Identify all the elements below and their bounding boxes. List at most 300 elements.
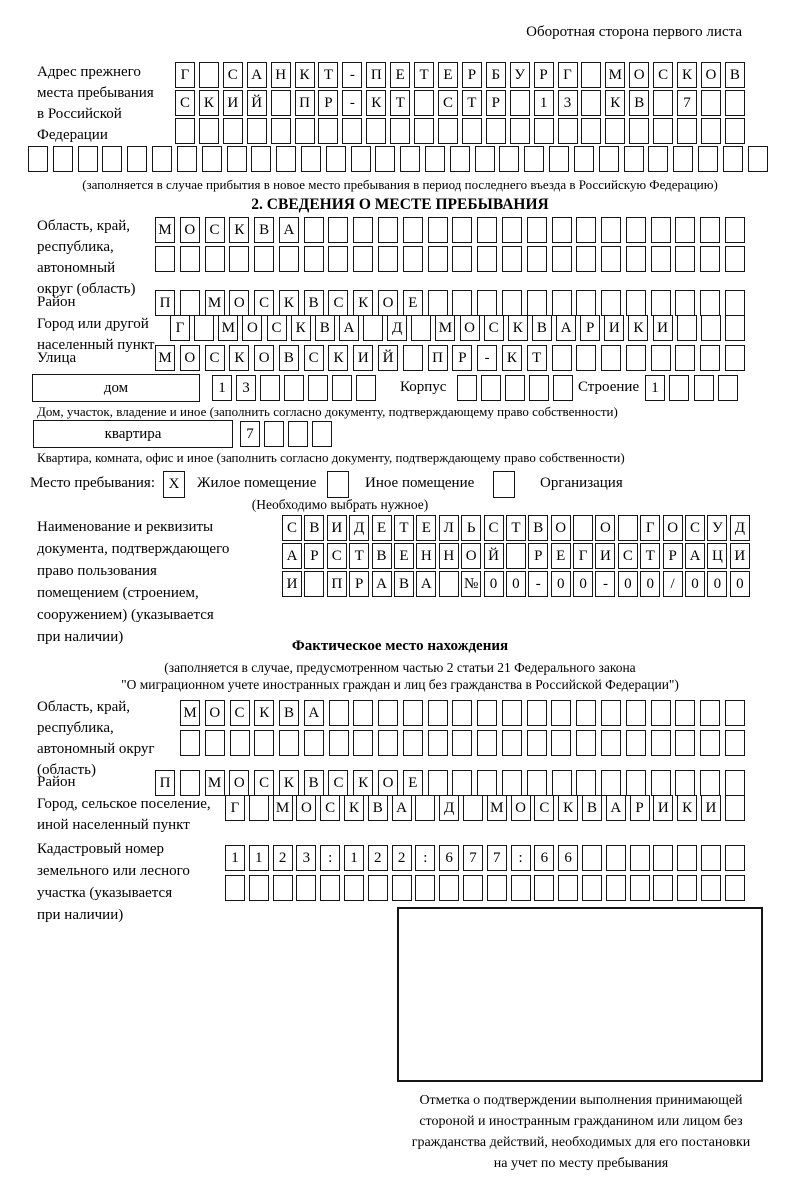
- char-box[interactable]: [301, 146, 321, 172]
- char-box[interactable]: [254, 246, 274, 272]
- char-box[interactable]: К: [366, 90, 386, 116]
- char-box[interactable]: Р: [349, 571, 369, 597]
- char-box[interactable]: [701, 90, 721, 116]
- char-box[interactable]: Т: [462, 90, 482, 116]
- checkbox-residential[interactable]: X: [163, 471, 185, 498]
- checkbox-organization[interactable]: [493, 471, 515, 498]
- char-box[interactable]: [428, 770, 448, 796]
- char-box[interactable]: Р: [452, 345, 472, 371]
- char-box[interactable]: [328, 217, 348, 243]
- char-box[interactable]: [230, 730, 250, 756]
- char-box[interactable]: [553, 375, 573, 401]
- char-box[interactable]: [581, 90, 601, 116]
- char-box[interactable]: Т: [394, 515, 414, 541]
- char-box[interactable]: В: [394, 571, 414, 597]
- char-box[interactable]: [477, 217, 497, 243]
- char-box[interactable]: О: [701, 62, 721, 88]
- char-box[interactable]: К: [558, 795, 578, 821]
- char-box[interactable]: [626, 246, 646, 272]
- char-box[interactable]: Г: [640, 515, 660, 541]
- char-box[interactable]: [428, 730, 448, 756]
- char-box[interactable]: М: [435, 315, 455, 341]
- char-box[interactable]: О: [296, 795, 316, 821]
- char-box[interactable]: [475, 146, 495, 172]
- char-box[interactable]: [630, 875, 650, 901]
- char-box[interactable]: [411, 315, 431, 341]
- char-box[interactable]: А: [372, 571, 392, 597]
- char-box[interactable]: [651, 290, 671, 316]
- char-box[interactable]: А: [685, 543, 705, 569]
- char-box[interactable]: И: [604, 315, 624, 341]
- char-box[interactable]: [452, 700, 472, 726]
- char-box[interactable]: П: [295, 90, 315, 116]
- char-box[interactable]: [452, 246, 472, 272]
- char-box[interactable]: А: [416, 571, 436, 597]
- char-box[interactable]: [271, 90, 291, 116]
- char-box[interactable]: О: [595, 515, 615, 541]
- char-box[interactable]: С: [205, 345, 225, 371]
- char-box[interactable]: [254, 730, 274, 756]
- char-box[interactable]: [601, 700, 621, 726]
- char-box[interactable]: [551, 730, 571, 756]
- char-box[interactable]: С: [438, 90, 458, 116]
- char-box[interactable]: К: [628, 315, 648, 341]
- char-box[interactable]: В: [532, 315, 552, 341]
- char-box[interactable]: 7: [677, 90, 697, 116]
- char-box[interactable]: [205, 246, 225, 272]
- char-box[interactable]: [700, 770, 720, 796]
- char-box[interactable]: И: [653, 795, 673, 821]
- char-box[interactable]: [502, 217, 522, 243]
- char-box[interactable]: С: [484, 515, 504, 541]
- char-box[interactable]: [318, 118, 338, 144]
- char-box[interactable]: [180, 770, 200, 796]
- char-box[interactable]: Т: [349, 543, 369, 569]
- char-box[interactable]: Т: [318, 62, 338, 88]
- char-box[interactable]: С: [484, 315, 504, 341]
- char-box[interactable]: [276, 146, 296, 172]
- char-box[interactable]: И: [223, 90, 243, 116]
- char-box[interactable]: [576, 345, 596, 371]
- char-box[interactable]: [452, 770, 472, 796]
- char-box[interactable]: 1: [212, 375, 232, 401]
- char-box[interactable]: [675, 246, 695, 272]
- char-box[interactable]: [653, 875, 673, 901]
- char-box[interactable]: [626, 770, 646, 796]
- char-box[interactable]: [477, 770, 497, 796]
- char-box[interactable]: [601, 770, 621, 796]
- char-box[interactable]: Ц: [707, 543, 727, 569]
- char-box[interactable]: [439, 875, 459, 901]
- char-box[interactable]: [651, 345, 671, 371]
- char-box[interactable]: И: [595, 543, 615, 569]
- char-box[interactable]: [53, 146, 73, 172]
- char-box[interactable]: И: [701, 795, 721, 821]
- char-box[interactable]: [527, 290, 547, 316]
- char-box[interactable]: Е: [403, 290, 423, 316]
- char-box[interactable]: Т: [506, 515, 526, 541]
- char-box[interactable]: Т: [527, 345, 547, 371]
- char-box[interactable]: О: [461, 543, 481, 569]
- char-box[interactable]: [102, 146, 122, 172]
- char-box[interactable]: 7: [240, 421, 260, 447]
- char-box[interactable]: [701, 118, 721, 144]
- char-box[interactable]: О: [254, 345, 274, 371]
- char-box[interactable]: [328, 246, 348, 272]
- char-box[interactable]: [312, 421, 332, 447]
- char-box[interactable]: [506, 543, 526, 569]
- char-box[interactable]: [288, 421, 308, 447]
- char-box[interactable]: [403, 345, 423, 371]
- char-box[interactable]: [700, 290, 720, 316]
- char-box[interactable]: 7: [463, 845, 483, 871]
- char-box[interactable]: [551, 700, 571, 726]
- char-box[interactable]: [527, 217, 547, 243]
- char-box[interactable]: А: [304, 700, 324, 726]
- char-box[interactable]: [180, 730, 200, 756]
- char-box[interactable]: [573, 515, 593, 541]
- char-box[interactable]: Г: [558, 62, 578, 88]
- char-box[interactable]: [428, 700, 448, 726]
- char-box[interactable]: С: [254, 770, 274, 796]
- char-box[interactable]: Й: [247, 90, 267, 116]
- char-box[interactable]: О: [180, 217, 200, 243]
- char-box[interactable]: [152, 146, 172, 172]
- char-box[interactable]: К: [677, 62, 697, 88]
- char-box[interactable]: Н: [416, 543, 436, 569]
- char-box[interactable]: М: [205, 290, 225, 316]
- char-box[interactable]: [675, 730, 695, 756]
- char-box[interactable]: [199, 118, 219, 144]
- char-box[interactable]: М: [205, 770, 225, 796]
- char-box[interactable]: [502, 246, 522, 272]
- char-box[interactable]: [552, 770, 572, 796]
- char-box[interactable]: 6: [534, 845, 554, 871]
- char-box[interactable]: В: [304, 515, 324, 541]
- char-box[interactable]: [344, 875, 364, 901]
- char-box[interactable]: К: [344, 795, 364, 821]
- char-box[interactable]: [353, 217, 373, 243]
- char-box[interactable]: И: [353, 345, 373, 371]
- char-box[interactable]: Й: [484, 543, 504, 569]
- char-box[interactable]: [576, 217, 596, 243]
- char-box[interactable]: К: [199, 90, 219, 116]
- char-box[interactable]: Е: [438, 62, 458, 88]
- char-box[interactable]: [223, 118, 243, 144]
- char-box[interactable]: [249, 795, 269, 821]
- char-box[interactable]: [499, 146, 519, 172]
- char-box[interactable]: О: [378, 290, 398, 316]
- char-box[interactable]: [725, 795, 745, 821]
- char-box[interactable]: 0: [685, 571, 705, 597]
- char-box[interactable]: 1: [344, 845, 364, 871]
- char-box[interactable]: С: [230, 700, 250, 726]
- char-box[interactable]: [677, 315, 697, 341]
- char-box[interactable]: [725, 90, 745, 116]
- char-box[interactable]: О: [229, 290, 249, 316]
- char-box[interactable]: П: [428, 345, 448, 371]
- char-box[interactable]: С: [223, 62, 243, 88]
- char-box[interactable]: [175, 118, 195, 144]
- char-box[interactable]: [576, 290, 596, 316]
- char-box[interactable]: -: [342, 62, 362, 88]
- char-box[interactable]: [618, 515, 638, 541]
- char-box[interactable]: [428, 217, 448, 243]
- char-box[interactable]: [675, 770, 695, 796]
- char-box[interactable]: [725, 315, 745, 341]
- char-box[interactable]: [677, 845, 697, 871]
- char-box[interactable]: П: [155, 290, 175, 316]
- char-box[interactable]: [356, 375, 376, 401]
- char-box[interactable]: Д: [439, 795, 459, 821]
- char-box[interactable]: [630, 845, 650, 871]
- char-box[interactable]: [425, 146, 445, 172]
- char-box[interactable]: [415, 795, 435, 821]
- char-box[interactable]: [651, 730, 671, 756]
- char-box[interactable]: [675, 345, 695, 371]
- char-box[interactable]: О: [511, 795, 531, 821]
- char-box[interactable]: О: [180, 345, 200, 371]
- char-box[interactable]: [463, 795, 483, 821]
- char-box[interactable]: Р: [534, 62, 554, 88]
- char-box[interactable]: [351, 146, 371, 172]
- char-box[interactable]: [558, 875, 578, 901]
- char-box[interactable]: :: [511, 845, 531, 871]
- char-box[interactable]: Б: [486, 62, 506, 88]
- char-box[interactable]: [510, 90, 530, 116]
- char-box[interactable]: -: [477, 345, 497, 371]
- char-box[interactable]: У: [707, 515, 727, 541]
- char-box[interactable]: [202, 146, 222, 172]
- char-box[interactable]: С: [618, 543, 638, 569]
- char-box[interactable]: К: [229, 217, 249, 243]
- char-box[interactable]: [304, 217, 324, 243]
- char-box[interactable]: [375, 146, 395, 172]
- char-box[interactable]: [624, 146, 644, 172]
- char-box[interactable]: [378, 217, 398, 243]
- apartment-field-box[interactable]: квартира: [33, 420, 233, 448]
- char-box[interactable]: [558, 118, 578, 144]
- char-box[interactable]: [308, 375, 328, 401]
- char-box[interactable]: [626, 730, 646, 756]
- char-box[interactable]: [260, 375, 280, 401]
- char-box[interactable]: [363, 315, 383, 341]
- char-box[interactable]: [700, 730, 720, 756]
- char-box[interactable]: 1: [534, 90, 554, 116]
- char-box[interactable]: [725, 700, 745, 726]
- char-box[interactable]: -: [528, 571, 548, 597]
- char-box[interactable]: [279, 246, 299, 272]
- char-box[interactable]: [700, 345, 720, 371]
- char-box[interactable]: [653, 845, 673, 871]
- char-box[interactable]: [552, 345, 572, 371]
- char-box[interactable]: [155, 246, 175, 272]
- char-box[interactable]: [673, 146, 693, 172]
- char-box[interactable]: М: [218, 315, 238, 341]
- char-box[interactable]: [415, 875, 435, 901]
- char-box[interactable]: [400, 146, 420, 172]
- char-box[interactable]: О: [551, 515, 571, 541]
- char-box[interactable]: М: [180, 700, 200, 726]
- char-box[interactable]: Ь: [461, 515, 481, 541]
- char-box[interactable]: №: [461, 571, 481, 597]
- char-box[interactable]: 0: [707, 571, 727, 597]
- char-box[interactable]: С: [685, 515, 705, 541]
- char-box[interactable]: П: [155, 770, 175, 796]
- char-box[interactable]: [295, 118, 315, 144]
- char-box[interactable]: [403, 217, 423, 243]
- char-box[interactable]: И: [327, 515, 347, 541]
- char-box[interactable]: [725, 217, 745, 243]
- char-box[interactable]: О: [663, 515, 683, 541]
- char-box[interactable]: [725, 246, 745, 272]
- char-box[interactable]: К: [508, 315, 528, 341]
- char-box[interactable]: [438, 118, 458, 144]
- char-box[interactable]: [452, 217, 472, 243]
- char-box[interactable]: М: [155, 217, 175, 243]
- char-box[interactable]: В: [304, 770, 324, 796]
- char-box[interactable]: [725, 290, 745, 316]
- char-box[interactable]: [326, 146, 346, 172]
- char-box[interactable]: [481, 375, 501, 401]
- char-box[interactable]: [524, 146, 544, 172]
- char-box[interactable]: [457, 375, 477, 401]
- char-box[interactable]: [428, 246, 448, 272]
- char-box[interactable]: [177, 146, 197, 172]
- char-box[interactable]: [251, 146, 271, 172]
- char-box[interactable]: [477, 730, 497, 756]
- char-box[interactable]: А: [392, 795, 412, 821]
- char-box[interactable]: [502, 730, 522, 756]
- char-box[interactable]: 6: [439, 845, 459, 871]
- char-box[interactable]: С: [175, 90, 195, 116]
- char-box[interactable]: О: [242, 315, 262, 341]
- char-box[interactable]: [353, 246, 373, 272]
- char-box[interactable]: Т: [414, 62, 434, 88]
- char-box[interactable]: [477, 246, 497, 272]
- char-box[interactable]: [529, 375, 549, 401]
- char-box[interactable]: С: [282, 515, 302, 541]
- checkbox-other-premises[interactable]: [327, 471, 349, 498]
- char-box[interactable]: [582, 845, 602, 871]
- char-box[interactable]: [723, 146, 743, 172]
- char-box[interactable]: [601, 246, 621, 272]
- char-box[interactable]: Л: [439, 515, 459, 541]
- char-box[interactable]: [414, 90, 434, 116]
- char-box[interactable]: [701, 315, 721, 341]
- char-box[interactable]: С: [327, 543, 347, 569]
- char-box[interactable]: К: [677, 795, 697, 821]
- char-box[interactable]: [605, 118, 625, 144]
- char-box[interactable]: [701, 875, 721, 901]
- char-box[interactable]: К: [279, 770, 299, 796]
- char-box[interactable]: 0: [618, 571, 638, 597]
- char-box[interactable]: [505, 375, 525, 401]
- char-box[interactable]: Г: [573, 543, 593, 569]
- char-box[interactable]: Р: [304, 543, 324, 569]
- char-box[interactable]: [502, 700, 522, 726]
- char-box[interactable]: Г: [225, 795, 245, 821]
- char-box[interactable]: [463, 875, 483, 901]
- char-box[interactable]: [534, 118, 554, 144]
- char-box[interactable]: Д: [730, 515, 750, 541]
- char-box[interactable]: С: [653, 62, 673, 88]
- char-box[interactable]: [527, 770, 547, 796]
- char-box[interactable]: 2: [368, 845, 388, 871]
- char-box[interactable]: А: [339, 315, 359, 341]
- char-box[interactable]: [273, 875, 293, 901]
- char-box[interactable]: 0: [573, 571, 593, 597]
- char-box[interactable]: Е: [372, 515, 392, 541]
- char-box[interactable]: [626, 217, 646, 243]
- char-box[interactable]: [78, 146, 98, 172]
- char-box[interactable]: [304, 246, 324, 272]
- char-box[interactable]: 7: [487, 845, 507, 871]
- char-box[interactable]: [601, 730, 621, 756]
- char-box[interactable]: [366, 118, 386, 144]
- char-box[interactable]: [675, 700, 695, 726]
- char-box[interactable]: Г: [170, 315, 190, 341]
- char-box[interactable]: [450, 146, 470, 172]
- char-box[interactable]: [279, 730, 299, 756]
- char-box[interactable]: В: [279, 345, 299, 371]
- char-box[interactable]: -: [342, 90, 362, 116]
- char-box[interactable]: Р: [528, 543, 548, 569]
- char-box[interactable]: [552, 217, 572, 243]
- char-box[interactable]: 0: [484, 571, 504, 597]
- char-box[interactable]: [700, 217, 720, 243]
- char-box[interactable]: [653, 90, 673, 116]
- char-box[interactable]: В: [582, 795, 602, 821]
- char-box[interactable]: [606, 845, 626, 871]
- char-box[interactable]: С: [328, 290, 348, 316]
- char-box[interactable]: [675, 290, 695, 316]
- char-box[interactable]: В: [315, 315, 335, 341]
- char-box[interactable]: [675, 217, 695, 243]
- char-box[interactable]: К: [254, 700, 274, 726]
- char-box[interactable]: С: [205, 217, 225, 243]
- house-field-box[interactable]: дом: [32, 374, 200, 402]
- char-box[interactable]: [28, 146, 48, 172]
- char-box[interactable]: М: [487, 795, 507, 821]
- char-box[interactable]: [477, 290, 497, 316]
- char-box[interactable]: [284, 375, 304, 401]
- char-box[interactable]: [725, 118, 745, 144]
- char-box[interactable]: [304, 730, 324, 756]
- char-box[interactable]: [698, 146, 718, 172]
- char-box[interactable]: :: [320, 845, 340, 871]
- char-box[interactable]: Т: [390, 90, 410, 116]
- char-box[interactable]: [194, 315, 214, 341]
- char-box[interactable]: К: [353, 770, 373, 796]
- char-box[interactable]: Р: [318, 90, 338, 116]
- char-box[interactable]: [527, 246, 547, 272]
- char-box[interactable]: [748, 146, 768, 172]
- char-box[interactable]: [576, 770, 596, 796]
- char-box[interactable]: В: [725, 62, 745, 88]
- char-box[interactable]: [353, 730, 373, 756]
- char-box[interactable]: В: [528, 515, 548, 541]
- char-box[interactable]: [403, 730, 423, 756]
- char-box[interactable]: 1: [225, 845, 245, 871]
- char-box[interactable]: 0: [506, 571, 526, 597]
- char-box[interactable]: 2: [392, 845, 412, 871]
- char-box[interactable]: Е: [403, 770, 423, 796]
- char-box[interactable]: [332, 375, 352, 401]
- char-box[interactable]: [725, 875, 745, 901]
- char-box[interactable]: [581, 62, 601, 88]
- char-box[interactable]: Р: [486, 90, 506, 116]
